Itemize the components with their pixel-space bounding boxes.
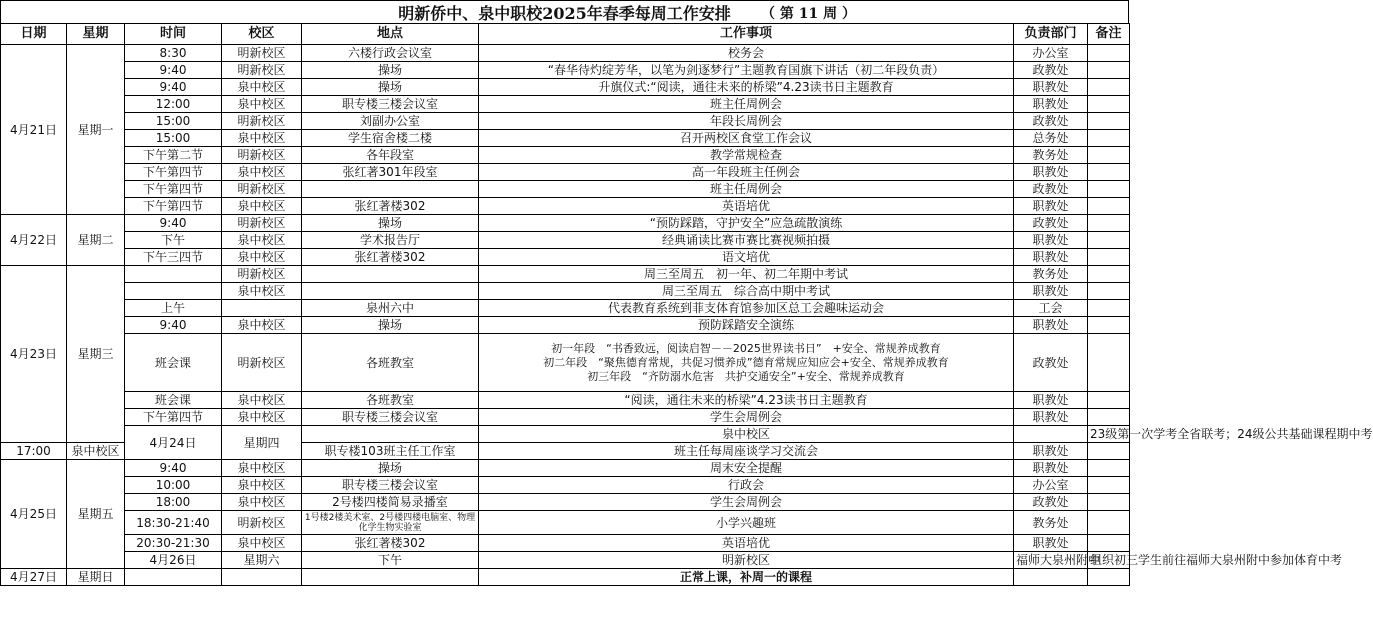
dept-cell: 政教处 [1014, 334, 1088, 392]
remark-cell [1088, 215, 1130, 232]
time-cell: 18:00 [125, 494, 222, 511]
place-cell: 学术报告厅 [302, 232, 479, 249]
campus-cell: 明新校区 [222, 334, 302, 392]
item-cell: 高一年段班主任例会 [479, 164, 1014, 181]
time-cell: 9:40 [125, 317, 222, 334]
table-row [1, 147, 1130, 164]
weekday-cell: 星期一 [67, 45, 125, 215]
dept-cell: 职教处 [1014, 249, 1088, 266]
item-cell: 行政会 [479, 477, 1014, 494]
place-cell: 各班教室 [302, 392, 479, 409]
weekday-cell: 星期二 [67, 215, 125, 266]
dept-cell: 办公室 [1014, 45, 1088, 62]
remark-cell [1088, 249, 1130, 266]
remark-cell [1088, 96, 1130, 113]
table-row [1, 96, 1130, 113]
campus-cell: 泉中校区 [222, 535, 302, 552]
weekday-cell: 星期六 [222, 552, 302, 569]
week-label: （ 第 11 周 ） [761, 6, 856, 22]
place-cell [1014, 426, 1088, 443]
place-cell [302, 283, 479, 300]
campus-cell: 泉中校区 [479, 426, 1014, 443]
remark-cell [1088, 460, 1130, 477]
remark-cell [1088, 79, 1130, 96]
dept-cell: 职教处 [1014, 232, 1088, 249]
table-row [1, 552, 1130, 569]
place-cell: 泉州六中 [302, 300, 479, 317]
campus-cell: 泉中校区 [222, 283, 302, 300]
item-cell-multiline [479, 334, 1014, 392]
table-row [1, 198, 1130, 215]
item-cell: 周三至周五 综合高中期中考试 [479, 283, 1014, 300]
dept-cell: 职教处 [1014, 198, 1088, 215]
dept-cell: 政教处 [1014, 113, 1088, 130]
campus-cell [222, 300, 302, 317]
campus-cell: 泉中校区 [222, 477, 302, 494]
place-cell: 职专楼三楼会议室 [302, 477, 479, 494]
item-line: 初二年段 “聚焦德育常规，共促习惯养成”德育常规应知应会+安全、常规养成教育 [543, 355, 949, 369]
dept-cell: 教务处 [1014, 266, 1088, 283]
remark-cell [1088, 147, 1130, 164]
time-cell: 9:40 [125, 460, 222, 477]
table-row [1, 535, 1130, 552]
place-cell: 福师大泉州附中 [1014, 552, 1088, 569]
time-cell: 18:30-21:40 [125, 511, 222, 535]
campus-cell: 泉中校区 [222, 79, 302, 96]
weekday-cell: 星期三 [67, 266, 125, 443]
item-cell: 班主任每周座谈学习交流会 [479, 443, 1014, 460]
time-cell [125, 283, 222, 300]
item-cell: “春华待灼绽芳华，以笔为剑逐梦行”主题教育国旗下讲话（初二年段负责） [479, 62, 1014, 79]
place-cell: 学生宿舍楼二楼 [302, 130, 479, 147]
table-row [1, 477, 1130, 494]
campus-cell: 泉中校区 [222, 409, 302, 426]
weekday-cell: 星期五 [67, 460, 125, 569]
campus-cell: 明新校区 [222, 215, 302, 232]
campus-cell: 泉中校区 [222, 232, 302, 249]
campus-cell [222, 569, 302, 586]
dept-cell: 教务处 [1014, 147, 1088, 164]
campus-cell: 泉中校区 [222, 392, 302, 409]
remark-cell [1088, 181, 1130, 198]
header-dept: 负责部门 [1014, 24, 1088, 45]
item-cell: “预防踩踏，守护安全”应急疏散演练 [479, 215, 1014, 232]
table-row [1, 232, 1130, 249]
time-cell [302, 426, 479, 443]
table-row [1, 426, 1130, 443]
table-row [1, 300, 1130, 317]
table-row [1, 283, 1130, 300]
item-cell: 校务会 [479, 45, 1014, 62]
remark-cell [1088, 317, 1130, 334]
remark-cell [1088, 409, 1130, 426]
table-row [1, 249, 1130, 266]
header-row [1, 24, 1130, 45]
dept-cell: 政教处 [1014, 62, 1088, 79]
header-place: 地点 [302, 24, 479, 45]
remark-cell [1088, 62, 1130, 79]
place-cell: 刘副办公室 [302, 113, 479, 130]
time-cell: 下午第二节 [125, 147, 222, 164]
header-campus: 校区 [222, 24, 302, 45]
place-cell: 1号楼2楼美术室、2号楼四楼电脑室、物理化学生物实验室 [302, 511, 479, 535]
dept-cell: 职教处 [1014, 96, 1088, 113]
campus-cell: 泉中校区 [222, 198, 302, 215]
table-row [1, 511, 1130, 535]
table-row [1, 215, 1130, 232]
dept-cell: 教务处 [1014, 511, 1088, 535]
remark-cell [1088, 45, 1130, 62]
item-cell: 代表教育系统到菲支体育馆参加区总工会趣味运动会 [479, 300, 1014, 317]
place-cell: 操场 [302, 79, 479, 96]
remark-cell [1088, 477, 1130, 494]
schedule-table [0, 23, 1373, 586]
time-cell: 9:40 [125, 215, 222, 232]
dept-cell: 职教处 [1014, 392, 1088, 409]
header-item: 工作事项 [479, 24, 1014, 45]
item-cell: 正常上课，补周一的课程 [479, 569, 1014, 586]
campus-cell: 明新校区 [222, 147, 302, 164]
time-cell: 下午 [125, 232, 222, 249]
dept-cell: 政教处 [1014, 494, 1088, 511]
header-time: 时间 [125, 24, 222, 45]
place-cell: 张红著楼302 [302, 535, 479, 552]
table-row [1, 460, 1130, 477]
dept-cell: 政教处 [1014, 215, 1088, 232]
table-row [1, 45, 1130, 62]
item-cell: 学生会周例会 [479, 409, 1014, 426]
place-cell: 操场 [302, 460, 479, 477]
item-cell: 召开两校区食堂工作会议 [479, 130, 1014, 147]
remark-cell [1088, 569, 1130, 586]
item-cell: 语文培优 [479, 249, 1014, 266]
time-cell: 下午第四节 [125, 181, 222, 198]
item-line: 初三年段 “齐防溺水危害 共护交通安全”+安全、常规养成教育 [587, 369, 905, 383]
item-cell: 年段长周例会 [479, 113, 1014, 130]
campus-cell: 泉中校区 [67, 443, 125, 460]
date-cell: 4月23日 [1, 266, 67, 443]
place-cell [302, 266, 479, 283]
campus-cell: 泉中校区 [222, 130, 302, 147]
table-row [1, 392, 1130, 409]
page-title: 明新侨中、泉中职校2025年春季每周工作安排 [398, 3, 731, 23]
campus-cell: 泉中校区 [222, 494, 302, 511]
campus-cell: 明新校区 [222, 181, 302, 198]
item-cell: 23级第一次学考全省联考；24级公共基础课程期中考 [1088, 426, 1130, 443]
item-cell: 英语培优 [479, 198, 1014, 215]
date-cell: 4月22日 [1, 215, 67, 266]
item-cell: “阅读，通往未来的桥梁”4.23读书日主题教育 [479, 392, 1014, 409]
place-cell: 职专楼三楼会议室 [302, 409, 479, 426]
dept-cell: 职教处 [1014, 283, 1088, 300]
campus-cell: 泉中校区 [222, 460, 302, 477]
dept-cell: 职教处 [1014, 317, 1088, 334]
item-cell: 升旗仪式:“阅读，通往未来的桥梁”4.23读书日主题教育 [479, 79, 1014, 96]
time-cell: 下午第四节 [125, 409, 222, 426]
item-cell: 组织初三学生前往福师大泉州附中参加体育中考 [1088, 552, 1130, 569]
time-cell: 15:00 [125, 130, 222, 147]
table-row [1, 317, 1130, 334]
place-cell [302, 569, 479, 586]
remark-cell [1088, 283, 1130, 300]
time-cell: 12:00 [125, 96, 222, 113]
dept-cell: 办公室 [1014, 477, 1088, 494]
place-cell: 职专楼三楼会议室 [302, 96, 479, 113]
time-cell: 9:40 [125, 79, 222, 96]
remark-cell [1088, 511, 1130, 535]
place-cell: 张红著楼302 [302, 249, 479, 266]
place-cell: 操场 [302, 215, 479, 232]
campus-cell: 泉中校区 [222, 96, 302, 113]
remark-cell [1088, 266, 1130, 283]
header-weekday: 星期 [67, 24, 125, 45]
title-bar [0, 0, 1129, 23]
item-cell: 英语培优 [479, 535, 1014, 552]
header-date: 日期 [1, 24, 67, 45]
place-cell: 2号楼四楼简易录播室 [302, 494, 479, 511]
item-cell: 预防踩踏安全演练 [479, 317, 1014, 334]
item-cell: 学生会周例会 [479, 494, 1014, 511]
remark-cell [1088, 130, 1130, 147]
remark-cell [1088, 113, 1130, 130]
table-row [1, 494, 1130, 511]
campus-cell: 泉中校区 [222, 249, 302, 266]
remark-cell [1088, 443, 1130, 460]
campus-cell: 明新校区 [479, 552, 1014, 569]
item-cell: 教学常规检查 [479, 147, 1014, 164]
place-cell: 张红著楼302 [302, 198, 479, 215]
header-remark: 备注 [1088, 24, 1130, 45]
item-cell: 周三至周五 初一年、初二年期中考试 [479, 266, 1014, 283]
date-cell: 4月27日 [1, 569, 67, 586]
date-cell: 4月24日 [125, 426, 222, 460]
time-cell [125, 569, 222, 586]
table-row [1, 569, 1130, 586]
dept-cell: 职教处 [1014, 460, 1088, 477]
dept-cell: 职教处 [1014, 164, 1088, 181]
remark-cell [1088, 198, 1130, 215]
dept-cell: 总务处 [1014, 130, 1088, 147]
remark-cell [1088, 164, 1130, 181]
item-cell: 周末安全提醒 [479, 460, 1014, 477]
remark-cell [1088, 494, 1130, 511]
time-cell [125, 266, 222, 283]
table-row [1, 79, 1130, 96]
place-cell [302, 181, 479, 198]
item-line: 初一年段 “书香致远，阅读启智－－2025世界读书日” +安全、常规养成教育 [551, 341, 941, 355]
weekday-cell: 星期日 [67, 569, 125, 586]
time-cell: 15:00 [125, 113, 222, 130]
time-cell: 10:00 [125, 477, 222, 494]
place-cell: 六楼行政会议室 [302, 45, 479, 62]
time-cell: 下午第四节 [125, 164, 222, 181]
table-row [1, 164, 1130, 181]
dept-cell: 职教处 [1014, 443, 1088, 460]
remark-cell [1088, 300, 1130, 317]
time-cell: 下午 [302, 552, 479, 569]
item-cell: 班主任周例会 [479, 181, 1014, 198]
remark-cell [1088, 535, 1130, 552]
table-row [1, 62, 1130, 79]
weekday-cell: 星期四 [222, 426, 302, 460]
campus-cell: 泉中校区 [222, 164, 302, 181]
remark-cell [1088, 232, 1130, 249]
time-cell: 9:40 [125, 62, 222, 79]
time-cell: 20:30-21:30 [125, 535, 222, 552]
dept-cell: 职教处 [1014, 535, 1088, 552]
remark-cell [1088, 334, 1130, 392]
place-cell: 职专楼103班主任工作室 [302, 443, 479, 460]
table-row [1, 409, 1130, 426]
dept-cell: 职教处 [1014, 79, 1088, 96]
place-cell: 操场 [302, 317, 479, 334]
table-row [1, 181, 1130, 198]
time-cell: 班会课 [125, 334, 222, 392]
campus-cell: 明新校区 [222, 266, 302, 283]
campus-cell: 泉中校区 [222, 317, 302, 334]
place-cell: 各班教室 [302, 334, 479, 392]
campus-cell: 明新校区 [222, 62, 302, 79]
dept-cell: 工会 [1014, 300, 1088, 317]
dept-cell: 职教处 [1014, 409, 1088, 426]
time-cell: 17:00 [1, 443, 67, 460]
campus-cell: 明新校区 [222, 113, 302, 130]
time-cell: 班会课 [125, 392, 222, 409]
item-cell: 小学兴趣班 [479, 511, 1014, 535]
place-cell: 张红著301年段室 [302, 164, 479, 181]
time-cell: 上午 [125, 300, 222, 317]
place-cell: 操场 [302, 62, 479, 79]
date-cell: 4月25日 [1, 460, 67, 569]
campus-cell: 明新校区 [222, 511, 302, 535]
table-row [1, 113, 1130, 130]
table-row [1, 266, 1130, 283]
time-cell: 8:30 [125, 45, 222, 62]
remark-cell [1088, 392, 1130, 409]
table-row [1, 130, 1130, 147]
dept-cell [1014, 569, 1088, 586]
item-cell: 经典诵读比赛市赛比赛视频拍摄 [479, 232, 1014, 249]
dept-cell: 政教处 [1014, 181, 1088, 198]
item-cell: 班主任周例会 [479, 96, 1014, 113]
time-cell: 下午第四节 [125, 198, 222, 215]
time-cell: 下午三四节 [125, 249, 222, 266]
place-cell: 各年段室 [302, 147, 479, 164]
date-cell: 4月26日 [125, 552, 222, 569]
date-cell: 4月21日 [1, 45, 67, 215]
campus-cell: 明新校区 [222, 45, 302, 62]
table-row [1, 334, 1130, 392]
